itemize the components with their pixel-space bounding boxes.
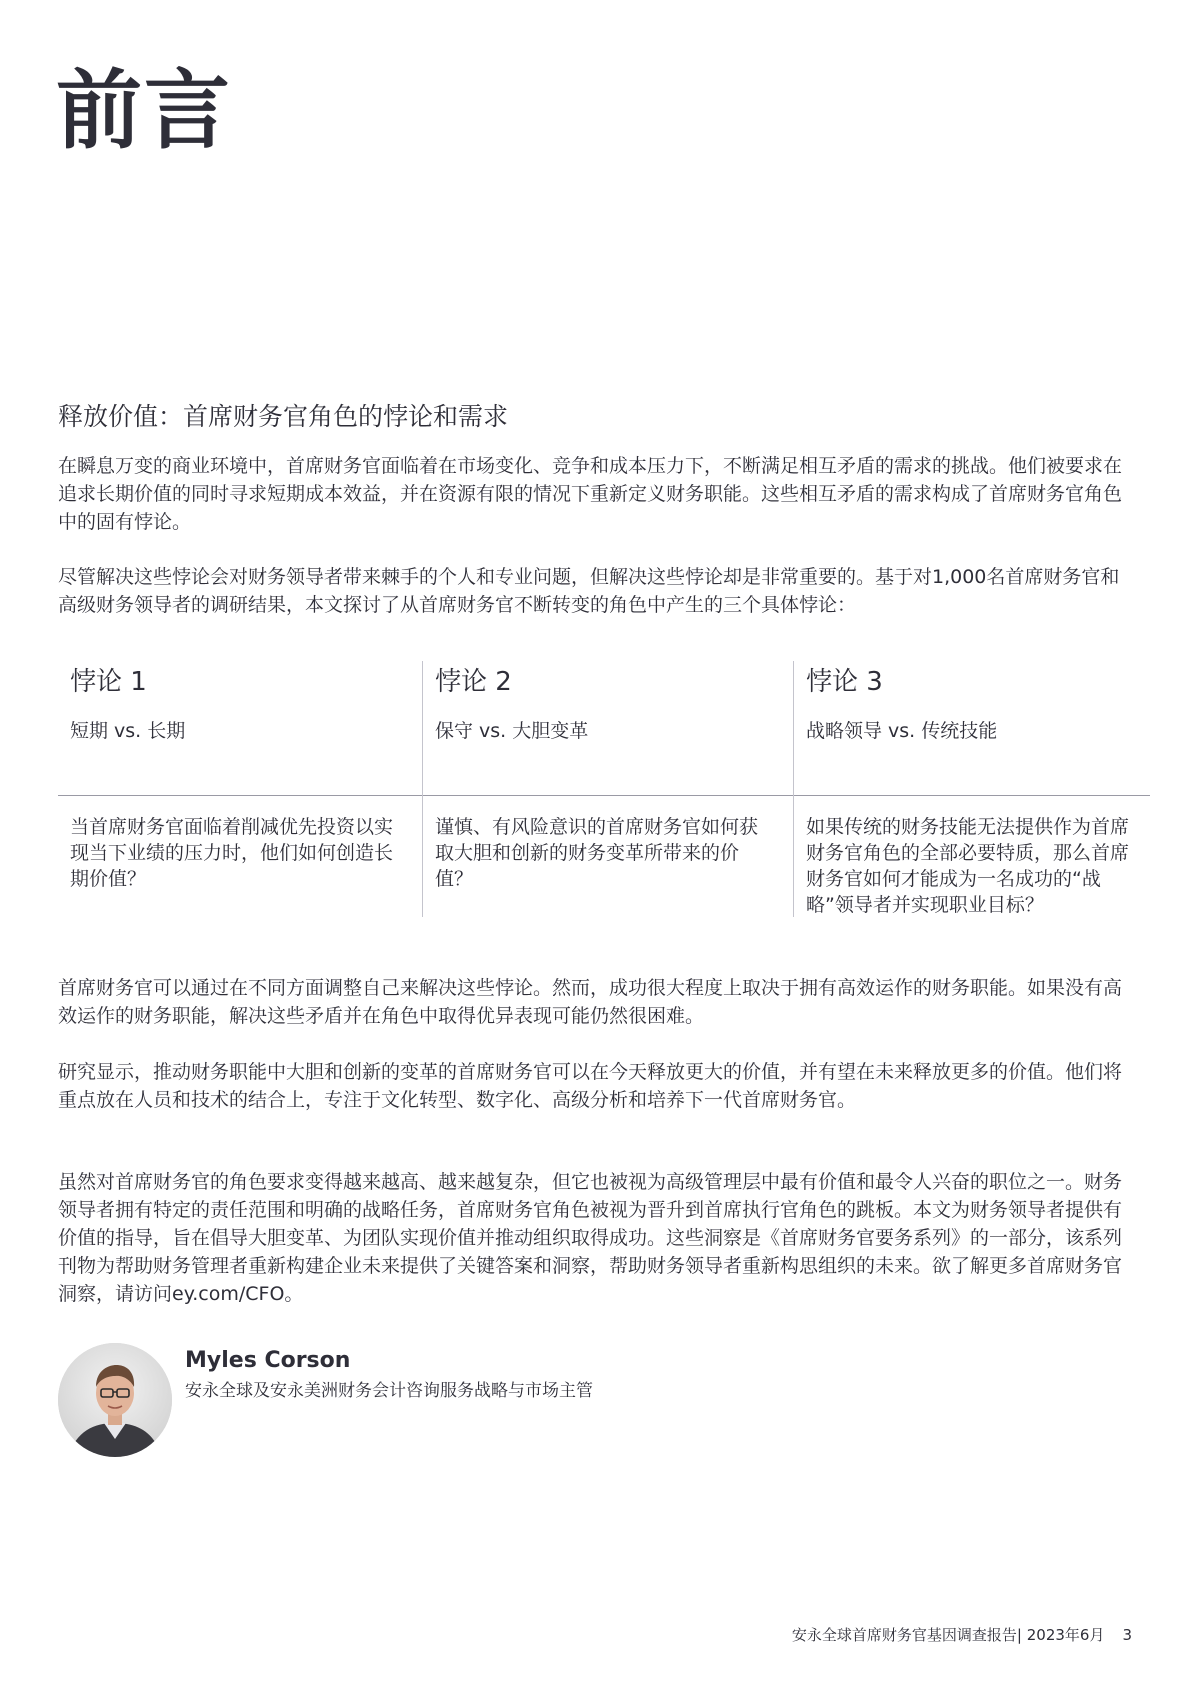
body-paragraph: 首席财务官可以通过在不同方面调整自己来解决这些悖论。然而，成功很大程度上取决于拥有高效运作的财务职能。如果没有高效运作的财务职能，解决这些矛盾并在角色中取得优异表现可能仍然很困难。 <box>58 977 1123 1027</box>
paradox-title: 悖论 3 <box>806 667 883 697</box>
author-role: 安永全球及安永美洲财务会计咨询服务战略与市场主管 <box>185 1381 593 1401</box>
author-portrait-icon <box>58 1343 172 1457</box>
paradox-column-2 <box>422 661 787 917</box>
author-block <box>58 1343 758 1463</box>
section-heading: 释放价值：首席财务官角色的悖论和需求 <box>58 402 509 431</box>
page-number: 3 <box>1122 1626 1132 1644</box>
intro-paragraph: 尽管解决这些悖论会对财务领导者带来棘手的个人和专业问题，但解决这些悖论却是非常重要的。基于对1,000名首席财务官和高级财务领导者的调研结果，本文探讨了从首席财务官不断转变的角色中产生的三个具体悖论： <box>58 566 1120 616</box>
avatar <box>58 1343 172 1457</box>
paradox-table <box>58 661 1150 925</box>
paradox-title: 悖论 1 <box>70 667 147 697</box>
intro-paragraph: 在瞬息万变的商业环境中，首席财务官面临着在市场变化、竞争和成本压力下，不断满足相互矛盾的需求的挑战。他们被要求在追求长期价值的同时寻求短期成本效益，并在资源有限的情况下重新定义财务职能。这些相互矛盾的需求构成了首席财务官角色中的固有悖论。 <box>58 455 1123 533</box>
body-paragraph: 虽然对首席财务官的角色要求变得越来越高、越来越复杂，但它也被视为高级管理层中最有价值和最令人兴奋的职位之一。财务领导者拥有特定的责任范围和明确的战略任务，首席财务官角色被视为晋升到首席执行官角色的跳板。本文为财务领导者提供有价值的指导，旨在倡导大胆变革、为团队实现价值并推动组织取得成功。这些洞察是《首席财务官要务系列》的一部分，该系列刊物为帮助财务管理者重新构建企业未来提供了关键答案和洞察，帮助财务领导者重新构思组织的未来。欲了解更多首席财务官洞察，请访问ey.com/CFO。 <box>58 1171 1123 1305</box>
paradox-subtitle: 短期 vs. 长期 <box>70 720 186 742</box>
paradox-column-1 <box>58 661 422 925</box>
paradox-subtitle: 战略领导 vs. 传统技能 <box>806 720 998 742</box>
paradox-column-3 <box>793 661 1158 917</box>
paradox-question: 当首席财务官面临着削减优先投资以实现当下业绩的压力时，他们如何创造长期价值？ <box>70 816 394 890</box>
body-paragraph: 研究显示，推动财务职能中大胆和创新的变革的首席财务官可以在今天释放更大的价值，并有望在未来释放更多的价值。他们将重点放在人员和技术的结合上，专注于文化转型、数字化、高级分析和培养下一代首席财务官。 <box>58 1061 1123 1111</box>
paradox-subtitle: 保守 vs. 大胆变革 <box>435 720 589 742</box>
paradox-title: 悖论 2 <box>435 667 512 697</box>
author-name: Myles Corson <box>185 1348 351 1373</box>
footer-text: 安永全球首席财务官基因调查报告| 2023年6月 <box>791 1626 1105 1644</box>
page-footer <box>792 1625 1132 1645</box>
paradox-question: 如果传统的财务技能无法提供作为首席财务官角色的全部必要特质，那么首席财务官如何才能成为一名成功的“战略”领导者并实现职业目标？ <box>806 816 1130 916</box>
page-title: 前言 <box>56 61 232 161</box>
paradox-question: 谨慎、有风险意识的首席财务官如何获取大胆和创新的财务变革所带来的价值？ <box>435 816 759 890</box>
